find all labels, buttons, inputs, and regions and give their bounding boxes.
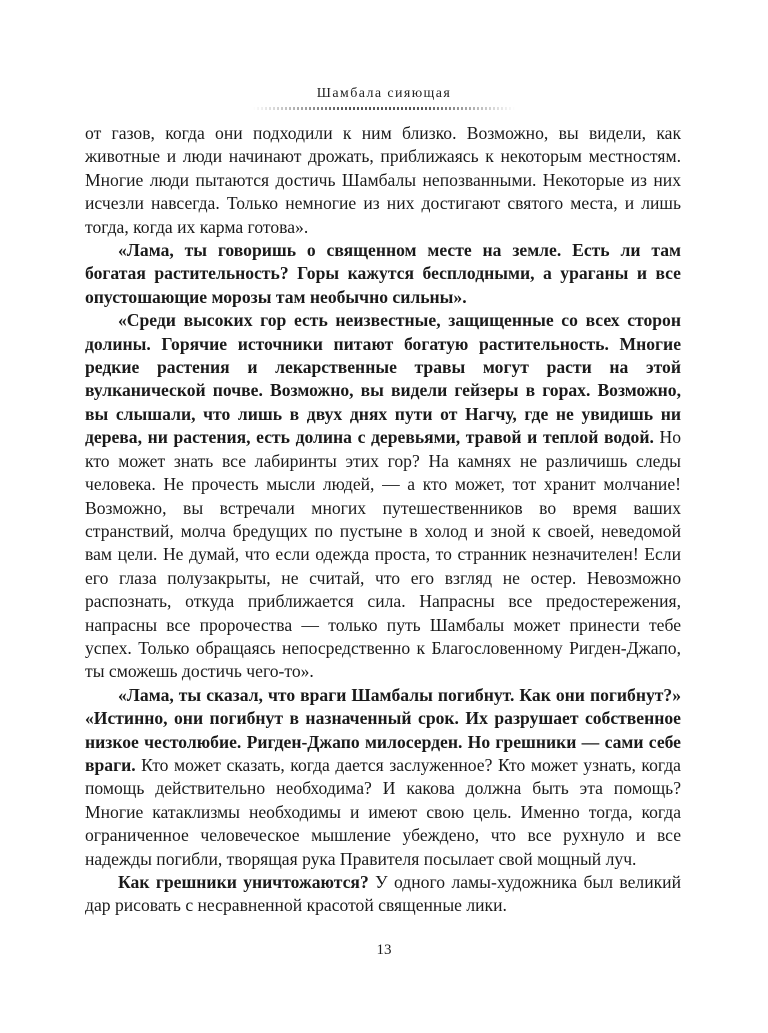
paragraph-2	[85, 239, 681, 309]
paragraph-1	[85, 122, 681, 239]
text-run: Кто может сказать, когда дается заслуженное? Кто может узнать, когда помощь действительно необходима? И какова должна быть эта помощь? Многие катаклизмы необходимы и имеют свою цель. Именно тогда, когда ограниченное человеческое мышление убеждено, что все рухнуло и все надежды погибли, творящая рука Правителя посылает свой мощный луч.	[85, 754, 681, 869]
bold-run: «Лама, ты говоришь о священном месте на земле. Есть ли там богатая растительность? Горы кажутся бесплодными, а ураганы и все опустошающие морозы там необычно сильны».	[85, 240, 681, 307]
body-text	[85, 122, 681, 918]
bold-run: «Лама, ты сказал, что враги Шамбалы погибнут. Как они погибнут?» «Истинно, они погибнут в назначенный срок. Их разрушает собственное низкое честолюбие. Ригден-Джапо милосерден. Но грешники — сами себе враги.	[85, 684, 681, 775]
header-rule	[253, 107, 515, 110]
running-title: Шамбала сияющая	[316, 86, 452, 101]
text-run: Но кто может знать все лабиринты этих гор? На камнях не различишь следы человека. Не прочесть мысли людей, — а кто может, тот хранит молчание! Возможно, вы встречали многих путешественников во время ваших странствий, молча бредущих по пустыне в холод и зной к своей, неведомой вам цели. Не думай, что если одежда проста, то странник незначителен! Если его глаза полузакрыты, не считай, что его взгляд не остер. Невозможно распознать, откуда приближается сила. Напрасны все предостережения, напрасны все пророчества — только путь Шамбалы может принести тебе успех. Только обращаясь непосредственно к Благословенному Ригден-Джапо, ты сможешь достичь чего-то».	[85, 427, 682, 682]
text-run: У одного ламы-художника был великий дар рисовать с несравненной красотой священные лики.	[85, 872, 681, 916]
bold-run: «Среди высоких гор есть неизвестные, защищенные со всех сторон долины. Горячие источники питают богатую растительность. Многие редкие растения и лекарственные травы могут расти на этой вулканической почве. Возможно, вы видели гейзеры в горах. Возможно, вы слышали, что лишь в двух днях пути от Нагчу, где не увидишь ни дерева, ни растения, есть долина с деревьями, травой и теплой водой.	[85, 310, 681, 448]
paragraph-4	[85, 684, 681, 871]
text-run: от газов, когда они подходили к ним близко. Возможно, вы видели, как животные и люди начинают дрожать, приближаясь к некоторым местностям. Многие люди пытаются достичь Шамбалы непозванными. Некоторые из них исчезли навсегда. Только немногие из них достигают святого места, и лишь тогда, когда их карма готова».	[85, 123, 681, 237]
paragraph-3	[85, 309, 681, 684]
bold-run: Как грешники уничтожаются?	[118, 872, 369, 892]
paragraph-5	[85, 871, 681, 918]
page-number: 13	[376, 942, 392, 958]
running-head	[0, 84, 768, 102]
